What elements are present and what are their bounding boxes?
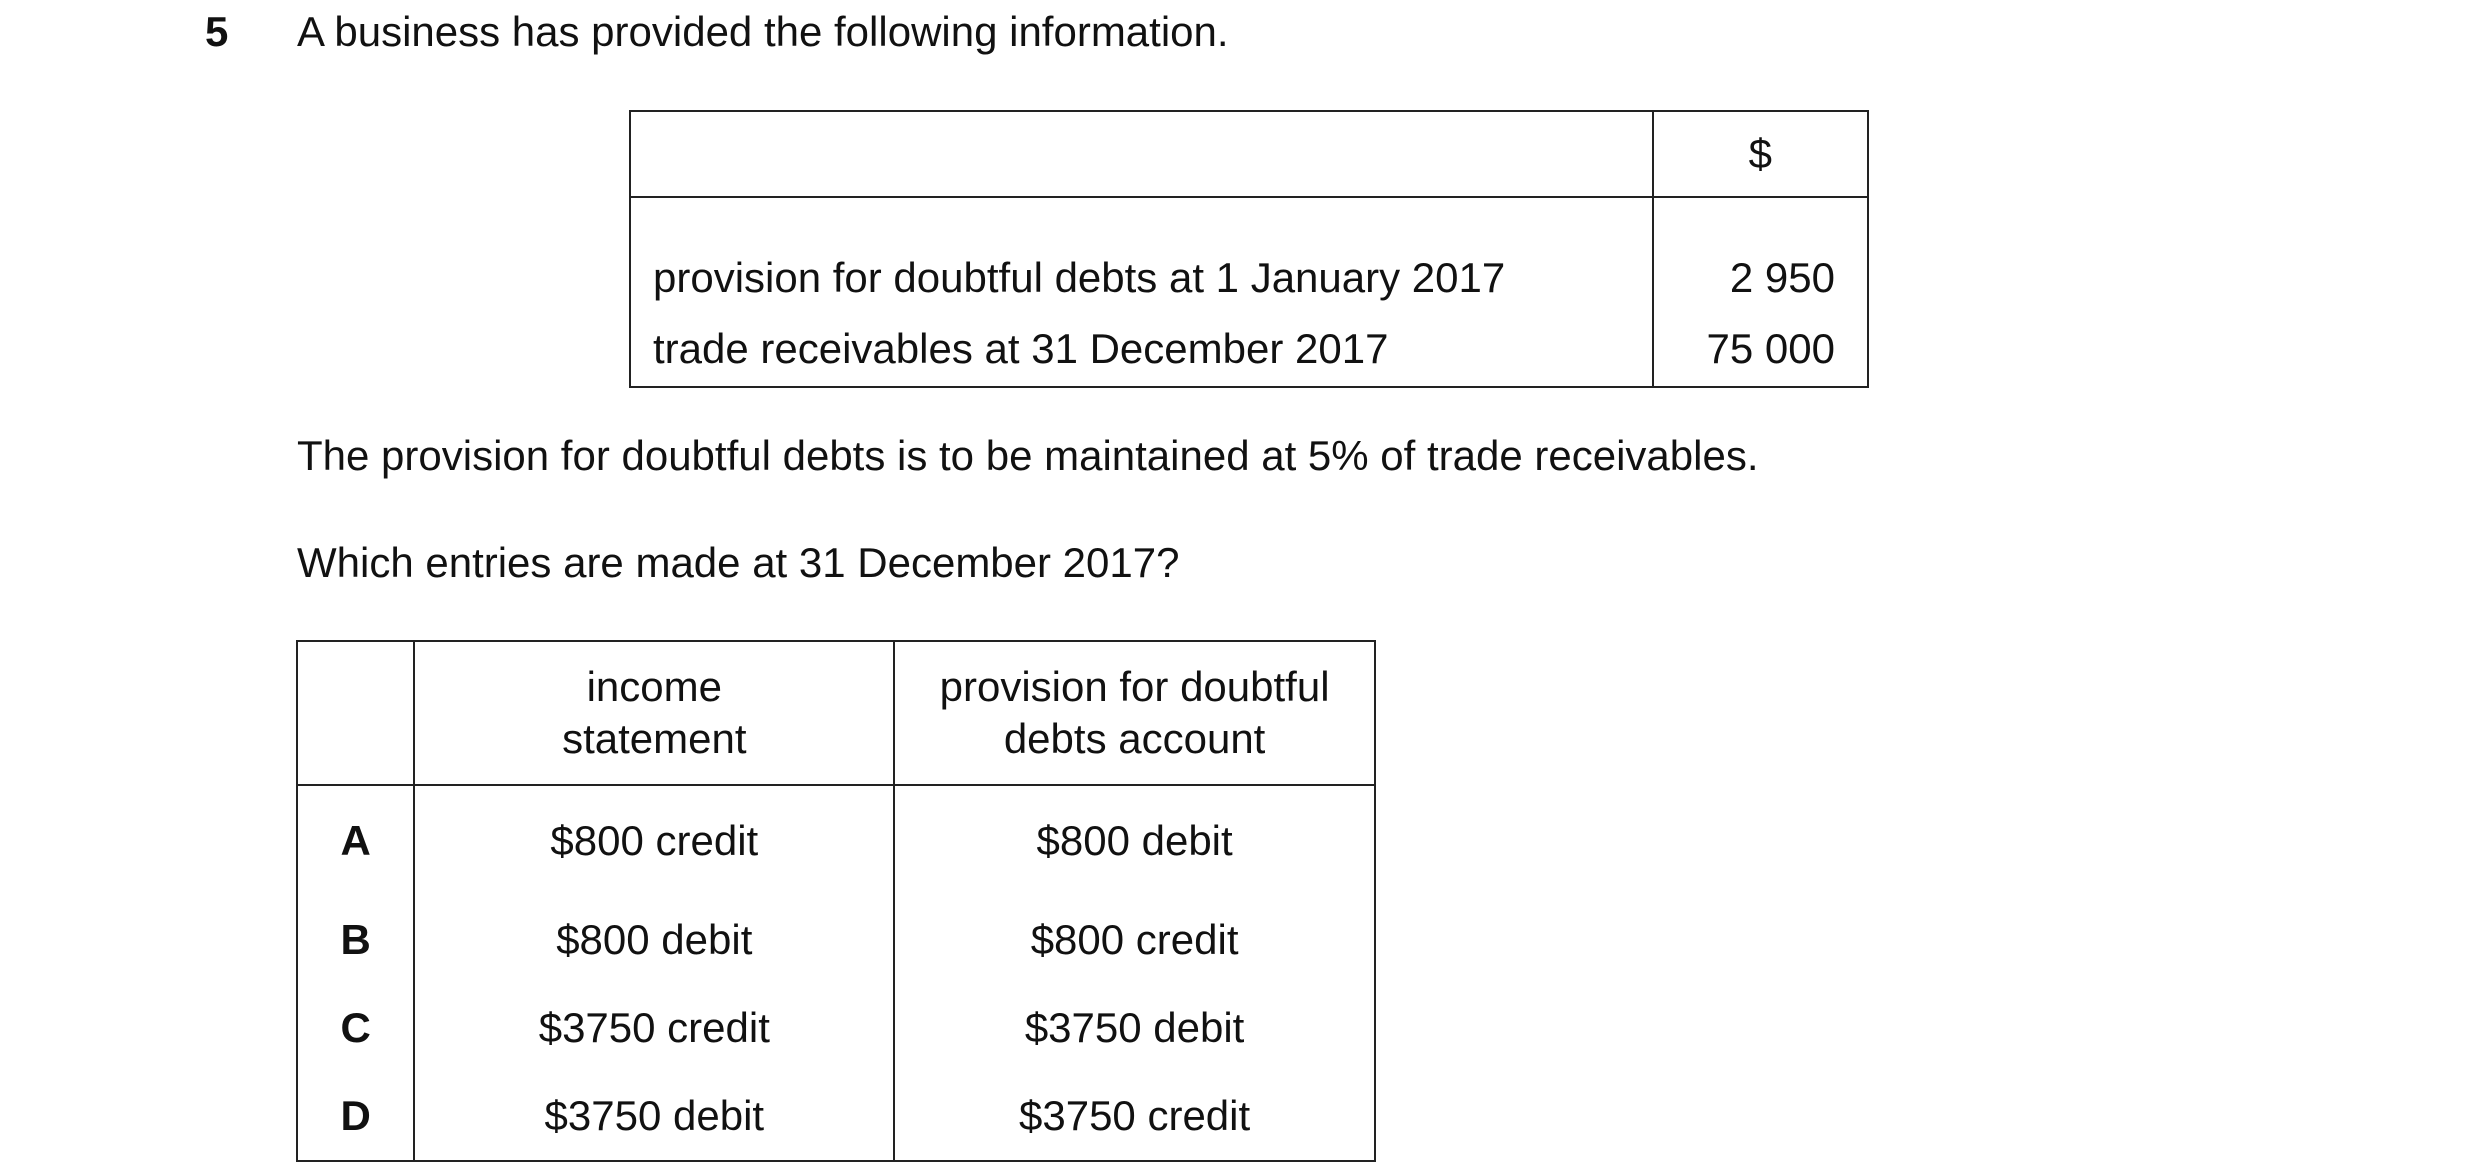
option-income-statement: $3750 credit: [414, 984, 894, 1072]
option-provision-account: $800 debit: [894, 785, 1375, 896]
information-table: [629, 110, 1869, 388]
option-row-b[interactable]: [297, 896, 1375, 984]
header-line: provision for doubtful: [939, 663, 1330, 710]
option-letter: D: [297, 1072, 414, 1161]
options-header-provision-account: [894, 641, 1375, 785]
option-income-statement: $800 credit: [414, 785, 894, 896]
option-income-statement: $3750 debit: [414, 1072, 894, 1161]
header-line: debts account: [1003, 715, 1266, 762]
option-provision-account: $800 credit: [894, 896, 1375, 984]
info-label-provision: provision for doubtful debts at 1 January 2017: [630, 197, 1653, 312]
info-header-blank: [630, 111, 1653, 197]
table-row: [630, 312, 1868, 387]
info-value-receivables: 75 000: [1653, 312, 1868, 387]
option-provision-account: $3750 debit: [894, 984, 1375, 1072]
option-income-statement: $800 debit: [414, 896, 894, 984]
info-label-receivables: trade receivables at 31 December 2017: [630, 312, 1653, 387]
option-letter: C: [297, 984, 414, 1072]
info-value-provision: 2 950: [1653, 197, 1868, 312]
option-letter: B: [297, 896, 414, 984]
option-letter: A: [297, 785, 414, 896]
question-rule: The provision for doubtful debts is to be maintained at 5% of trade receivables.: [297, 432, 1759, 479]
question-prompt: Which entries are made at 31 December 2017?: [297, 539, 1180, 586]
option-row-c[interactable]: [297, 984, 1375, 1072]
option-row-d[interactable]: [297, 1072, 1375, 1161]
option-row-a[interactable]: [297, 785, 1375, 896]
options-header-blank: [297, 641, 414, 785]
options-header-income-statement: [414, 641, 894, 785]
header-line: statement: [562, 715, 747, 762]
header-line: income: [586, 663, 722, 710]
question-number: 5: [205, 8, 229, 55]
table-row: [630, 197, 1868, 312]
info-header-unit: $: [1653, 111, 1868, 197]
option-provision-account: $3750 credit: [894, 1072, 1375, 1161]
question-intro: A business has provided the following information.: [297, 8, 1229, 55]
options-table: [296, 640, 1376, 1162]
